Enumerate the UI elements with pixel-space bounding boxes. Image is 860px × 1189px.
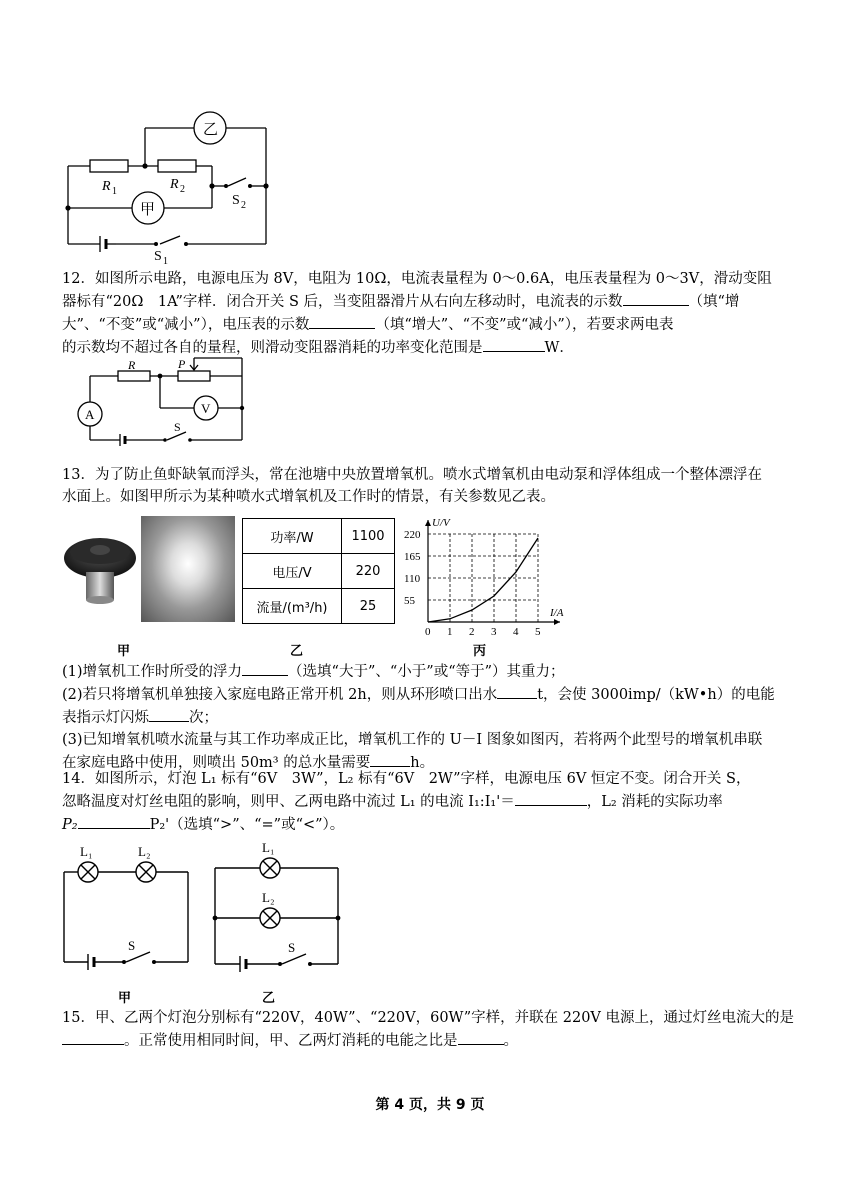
y-tick-label: 55 [404, 595, 415, 607]
x-axis-arrow [554, 619, 560, 625]
bulb-label: L₂ [138, 844, 151, 859]
x-tick-label: 4 [513, 626, 519, 638]
text: (2)若只将增氧机单独接入家庭电路正常开机 2h，则从环形喷口出水 [62, 687, 498, 703]
text: 次； [189, 710, 218, 726]
x-tick-label: 0 [425, 626, 431, 638]
text: P₂ [62, 817, 78, 833]
table-row [243, 554, 395, 589]
text: (1)增氧机工作时所受的浮力 [62, 664, 243, 680]
x-tick-label: 5 [535, 626, 541, 638]
x-tick-label: 3 [491, 626, 497, 638]
page-footer: 第 4 页，共 9 页 [375, 1097, 485, 1113]
text: 的示数均不超过各自的量程，则滑动变阻器消耗的功率变化范围是 [62, 340, 483, 356]
q14-line [62, 813, 834, 836]
circuit-figure-q11 [60, 110, 280, 265]
y-tick-label: 220 [404, 529, 421, 541]
table-cell: 25 [342, 589, 395, 624]
meter-label: 甲 [140, 202, 156, 218]
caption-yi: 乙 [290, 644, 304, 659]
switch-label: S [232, 193, 240, 208]
answer-blank[interactable] [458, 1029, 504, 1045]
answer-blank[interactable] [309, 313, 375, 329]
table-cell: 1100 [342, 519, 395, 554]
switch-label: S [154, 249, 162, 264]
spec-table [242, 518, 395, 624]
q15-line [62, 1029, 834, 1052]
answer-blank[interactable] [515, 790, 587, 806]
answer-blank[interactable] [497, 683, 537, 699]
text: 。 [503, 1033, 518, 1049]
q12-line: 12．如图所示电路，电源电压为 8V，电阻为 10Ω，电流表量程为 0～0.6A，电压表量程为 0～3V，滑动变阻 [62, 271, 772, 287]
text: （选填“大于”、“小于”或“等于”）其重力； [288, 664, 565, 680]
text: P₂'（选填“>”、“=”或“<”）。 [149, 817, 345, 833]
text: （填“增 [688, 294, 740, 310]
table-cell: 流量/(m³/h) [243, 589, 342, 624]
x-tick-label: 1 [447, 626, 453, 638]
caption-jia: 甲 [117, 644, 131, 659]
y-tick-label: 110 [404, 573, 421, 585]
text: h。 [410, 755, 435, 771]
voltmeter-label: V [201, 401, 211, 416]
text: 在家庭电路中使用，则喷出 50m³ 的总水量需要 [62, 755, 371, 771]
question-14 [62, 768, 834, 836]
text: （填“增大”、“不变”或“减小”），若要求两电表 [375, 317, 674, 333]
q13-line [62, 706, 834, 729]
q13-line: (3)已知增氧机喷水流量与其工作功率成正比，增氧机工作的 U－I 图象如图丙，若将两个此型号的增氧机串联 [62, 732, 763, 748]
subscript: 2 [241, 200, 246, 211]
answer-blank[interactable] [149, 706, 189, 722]
subscript: 2 [180, 184, 185, 195]
answer-blank[interactable] [370, 751, 410, 767]
q12-line [62, 290, 834, 313]
q13-line: 水面上。如图甲所示为某种喷水式增氧机及工作时的情景，有关参数见乙表。 [62, 489, 555, 505]
text: ，L₂ 消耗的实际功率 [586, 794, 723, 810]
question-12 [62, 268, 834, 359]
answer-blank[interactable] [483, 336, 545, 352]
circuit-figure-q12 [70, 356, 250, 456]
bulb-label: L₁ [262, 840, 275, 855]
caption-bing: 丙 [473, 644, 487, 659]
switch-label: S [288, 940, 296, 955]
bulb-label: L₂ [262, 890, 275, 905]
switch-label: S [174, 420, 181, 434]
caption-jia: 甲 [118, 991, 132, 1006]
text: 忽略温度对灯丝电阻的影响，则甲、乙两电路中流过 L₁ 的电流 I₁:I₁'＝ [62, 794, 515, 810]
answer-blank[interactable] [242, 660, 288, 676]
y-axis-label: U/V [432, 517, 450, 529]
subscript: 1 [163, 256, 168, 265]
x-axis-label: I/A [550, 607, 564, 619]
table-cell: 220 [342, 554, 395, 589]
u-i-chart [400, 508, 570, 638]
y-axis-arrow [425, 520, 431, 526]
text: 表指示灯闪烁 [62, 710, 149, 726]
x-tick-label: 2 [469, 626, 475, 638]
aerator-device-image [62, 528, 138, 618]
resistor-label: R [170, 177, 179, 192]
answer-blank[interactable] [78, 813, 150, 829]
answer-blank[interactable] [623, 290, 689, 306]
meter-label: 乙 [203, 122, 219, 138]
table-row [243, 519, 395, 554]
q13-line [62, 683, 834, 706]
circuit-figure-q14-jia [58, 842, 198, 977]
u-i-curve [428, 538, 538, 622]
q12-line [62, 313, 834, 336]
y-tick-label: 165 [404, 551, 421, 563]
table-cell: 功率/W [243, 519, 342, 554]
resistor-label: R [102, 179, 111, 194]
circuit-figure-q14-yi [210, 838, 350, 978]
question-13-subquestions [62, 660, 834, 774]
bulb-label: L₁ [80, 844, 93, 859]
resistor-label: R [128, 358, 136, 372]
answer-blank[interactable] [62, 1029, 124, 1045]
question-13 [62, 464, 834, 508]
aerator-working-photo [141, 516, 235, 622]
table-cell: 电压/V [243, 554, 342, 589]
q14-line [62, 790, 834, 813]
subscript: 1 [112, 186, 117, 197]
text: t，会使 3000imp/（kW•h）的电能 [537, 687, 775, 703]
text: 。正常使用相同时间，甲、乙两灯消耗的电能之比是 [124, 1033, 458, 1049]
switch-label: S [128, 938, 136, 953]
q13-line: 13．为了防止鱼虾缺氧而浮头，常在池塘中央放置增氧机。喷水式增氧机由电动泵和浮体组成一个整体漂浮在 [62, 467, 762, 483]
caption-yi: 乙 [262, 991, 276, 1006]
text: 器标有“20Ω 1A”字样．闭合开关 S 后，当变阻器滑片从右向左移动时，电流表的示数 [62, 294, 623, 310]
text: W． [544, 340, 574, 356]
q13-line [62, 660, 834, 683]
slider-label: P [178, 357, 186, 371]
question-15 [62, 1007, 834, 1052]
table-row [243, 589, 395, 624]
q15-line: 15．甲、乙两个灯泡分别标有“220V，40W”、“220V，60W”字样，并联在 220V 电源上，通过灯丝电流大的是 [62, 1010, 795, 1026]
q14-line: 14．如图所示，灯泡 L₁ 标有“6V 3W”，L₂ 标有“6V 2W”字样，电源电压 6V 恒定不变。闭合开关 S， [62, 771, 751, 787]
text: 大”、“不变”或“减小”），电压表的示数 [62, 317, 310, 333]
ammeter-label: A [85, 407, 95, 422]
